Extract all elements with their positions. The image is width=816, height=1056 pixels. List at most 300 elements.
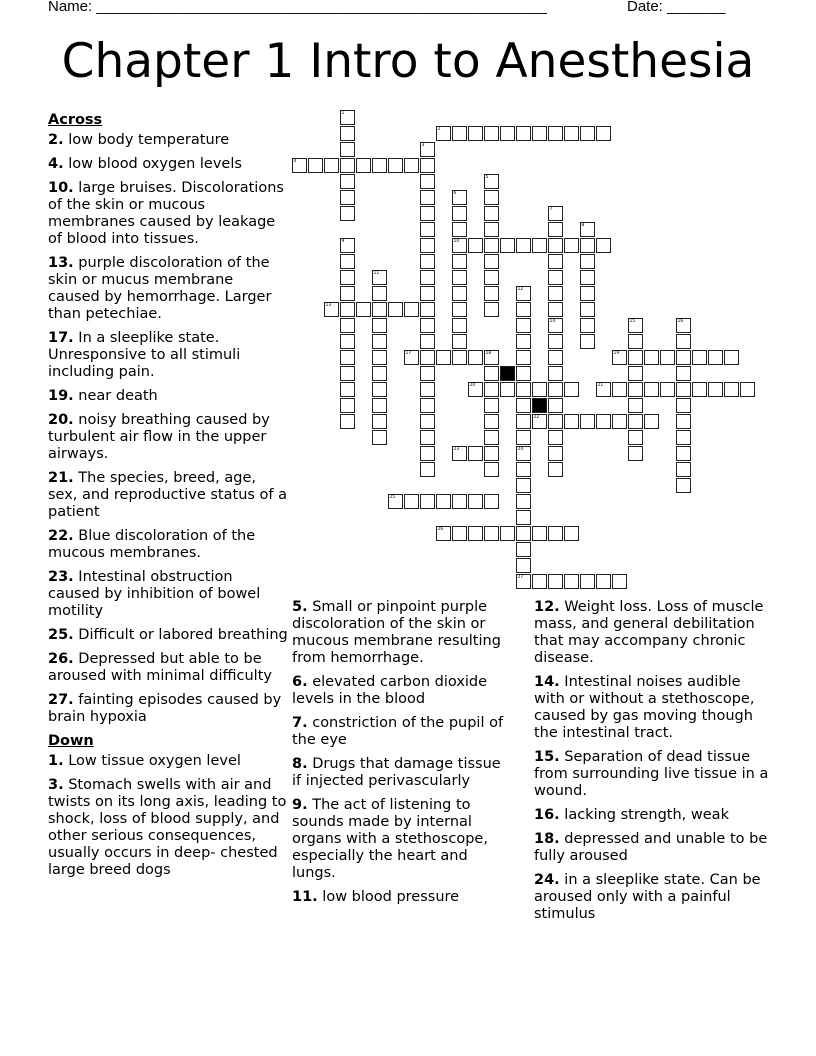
grid-cell[interactable]	[580, 318, 595, 333]
grid-cell[interactable]	[340, 366, 355, 381]
clue-item	[534, 872, 774, 923]
grid-cell[interactable]	[484, 190, 499, 205]
grid-number: 10	[453, 239, 460, 244]
clue-number: 8.	[292, 756, 308, 772]
grid-cell[interactable]	[452, 494, 467, 509]
grid-cell[interactable]	[644, 350, 659, 365]
clue-number: 7.	[292, 715, 308, 731]
clue-text: constriction of the pupil of the eye	[292, 715, 504, 748]
clue-item	[48, 132, 288, 149]
grid-cell[interactable]	[484, 446, 499, 461]
grid-cell[interactable]	[612, 414, 627, 429]
grid-cell[interactable]	[372, 318, 387, 333]
grid-number: 5	[485, 175, 489, 180]
grid-cell[interactable]	[372, 334, 387, 349]
grid-cell[interactable]	[532, 526, 547, 541]
grid-number: 23	[453, 447, 460, 452]
grid-cell[interactable]	[612, 382, 627, 397]
clue-text: low body temperature	[68, 132, 230, 148]
grid-cell[interactable]	[484, 494, 499, 509]
grid-cell[interactable]	[548, 430, 563, 445]
clue-number: 2.	[48, 132, 64, 148]
clue-text: near death	[78, 388, 158, 404]
grid-number: 22	[533, 415, 540, 420]
grid-cell[interactable]	[420, 382, 435, 397]
clue-text: Difficult or labored breathing	[78, 627, 288, 643]
clue-number: 9.	[292, 797, 308, 813]
grid-cell[interactable]	[372, 158, 387, 173]
grid-cell[interactable]	[516, 510, 531, 525]
grid-cell[interactable]	[724, 350, 739, 365]
grid-cell[interactable]	[340, 190, 355, 205]
grid-cell[interactable]	[708, 382, 723, 397]
grid-cell[interactable]	[676, 446, 691, 461]
grid-cell[interactable]	[676, 398, 691, 413]
grid-cell[interactable]	[372, 382, 387, 397]
grid-cell[interactable]	[420, 318, 435, 333]
grid-number: 8	[581, 223, 585, 228]
clue-text: In a sleeplike state. Unresponsive to all stimuli including pain.	[48, 330, 241, 380]
grid-number: 11	[373, 271, 380, 276]
grid-cell[interactable]	[484, 126, 499, 141]
grid-number: 24	[517, 447, 524, 452]
clue-item	[48, 156, 288, 173]
grid-number: 12	[517, 287, 524, 292]
grid-cell[interactable]	[484, 398, 499, 413]
clue-number: 4.	[48, 156, 64, 172]
clue-number: 5.	[292, 599, 308, 615]
clue-number: 6.	[292, 674, 308, 690]
grid-cell[interactable]	[452, 350, 467, 365]
grid-cell[interactable]	[420, 206, 435, 221]
grid-number: 25	[389, 495, 396, 500]
grid-number: 1	[341, 111, 345, 116]
grid-cell[interactable]	[340, 174, 355, 189]
clue-text: noisy breathing caused by turbulent air flow in the upper airways.	[48, 412, 270, 462]
grid-cell[interactable]	[516, 558, 531, 573]
clue-item	[48, 412, 288, 463]
clue-number: 20.	[48, 412, 74, 428]
clues-column-2	[292, 599, 514, 913]
clue-text: Stomach swells with air and twists on its long axis, leading to shock, loss of blood supply, and other serious consequences, usually occurs in deep- chested large breed dogs	[48, 777, 287, 878]
grid-cell[interactable]	[500, 526, 515, 541]
clue-text: Separation of dead tissue from surrounding live tissue in a wound.	[534, 749, 769, 799]
clue-text: in a sleeplike state. Can be aroused only with a painful stimulus	[534, 872, 761, 922]
grid-cell[interactable]	[516, 334, 531, 349]
grid-cell[interactable]	[452, 526, 467, 541]
clue-item	[292, 797, 514, 882]
grid-cell[interactable]	[404, 494, 419, 509]
clue-item	[534, 831, 774, 865]
grid-number: 2	[437, 127, 441, 132]
grid-cell[interactable]	[340, 334, 355, 349]
grid-cell[interactable]	[516, 430, 531, 445]
grid-cell[interactable]	[484, 526, 499, 541]
clue-item	[48, 470, 288, 521]
grid-cell[interactable]	[388, 158, 403, 173]
grid-cell[interactable]	[564, 382, 579, 397]
grid-cell[interactable]	[628, 334, 643, 349]
grid-cell[interactable]	[484, 462, 499, 477]
grid-cell[interactable]	[484, 430, 499, 445]
grid-cell[interactable]	[372, 286, 387, 301]
clue-text: Low tissue oxygen level	[68, 753, 241, 769]
grid-cell[interactable]	[580, 414, 595, 429]
grid-cell[interactable]	[484, 222, 499, 237]
grid-cell[interactable]	[436, 350, 451, 365]
grid-cell[interactable]	[548, 302, 563, 317]
grid-cell[interactable]	[420, 430, 435, 445]
grid-cell[interactable]	[628, 366, 643, 381]
grid-cell[interactable]	[580, 286, 595, 301]
clue-number: 25.	[48, 627, 74, 643]
grid-cell[interactable]	[644, 382, 659, 397]
grid-cell[interactable]	[340, 398, 355, 413]
grid-cell[interactable]	[516, 126, 531, 141]
grid-cell[interactable]	[340, 382, 355, 397]
grid-cell[interactable]	[532, 238, 547, 253]
grid-cell[interactable]	[340, 254, 355, 269]
grid-cell[interactable]	[676, 430, 691, 445]
grid-cell[interactable]	[372, 414, 387, 429]
grid-cell[interactable]	[420, 302, 435, 317]
grid-cell[interactable]	[436, 494, 451, 509]
clue-number: 10.	[48, 180, 74, 196]
name-field: Name: ______________________________________________________	[48, 0, 547, 15]
grid-cell[interactable]	[420, 158, 435, 173]
grid-number: 16	[677, 319, 684, 324]
clue-number: 18.	[534, 831, 560, 847]
clue-text: low blood pressure	[322, 889, 460, 905]
grid-cell[interactable]	[452, 254, 467, 269]
grid-cell[interactable]	[340, 126, 355, 141]
grid-cell[interactable]	[372, 430, 387, 445]
grid-cell[interactable]	[580, 302, 595, 317]
grid-cell[interactable]	[452, 270, 467, 285]
grid-cell[interactable]	[372, 350, 387, 365]
grid-cell[interactable]	[580, 254, 595, 269]
clue-number: 11.	[292, 889, 318, 905]
clue-item	[48, 692, 288, 726]
grid-cell[interactable]	[548, 238, 563, 253]
grid-number: 18	[485, 351, 492, 356]
grid-number: 17	[405, 351, 412, 356]
grid-number: 26	[437, 527, 444, 532]
clue-text: purple discoloration of the skin or mucus membrane caused by hemorrhage. Larger than petechiae.	[48, 255, 272, 322]
grid-cell[interactable]	[516, 462, 531, 477]
grid-cell[interactable]	[484, 238, 499, 253]
grid-cell[interactable]	[388, 302, 403, 317]
grid-cell[interactable]	[676, 334, 691, 349]
grid-cell[interactable]	[580, 270, 595, 285]
grid-cell[interactable]	[516, 382, 531, 397]
grid-block	[532, 398, 547, 413]
clue-number: 17.	[48, 330, 74, 346]
clue-item	[292, 599, 514, 667]
clue-number: 1.	[48, 753, 64, 769]
clue-number: 3.	[48, 777, 64, 793]
grid-cell[interactable]	[500, 126, 515, 141]
grid-cell[interactable]	[724, 382, 739, 397]
grid-number: 27	[517, 575, 524, 580]
grid-cell[interactable]	[452, 302, 467, 317]
grid-cell[interactable]	[340, 286, 355, 301]
clue-item	[48, 255, 288, 323]
grid-cell[interactable]	[580, 126, 595, 141]
grid-cell[interactable]	[452, 222, 467, 237]
grid-cell[interactable]	[548, 414, 563, 429]
grid-cell[interactable]	[484, 254, 499, 269]
grid-cell[interactable]	[628, 350, 643, 365]
clue-text: depressed and unable to be fully aroused	[534, 831, 768, 864]
clue-text: large bruises. Discolorations of the skin or mucous membranes caused by leakage of blood into tissues.	[48, 180, 284, 247]
grid-cell[interactable]	[340, 142, 355, 157]
grid-cell[interactable]	[548, 366, 563, 381]
grid-cell[interactable]	[420, 190, 435, 205]
clue-text: Weight loss. Loss of muscle mass, and general debilitation that may accompany chronic disease.	[534, 599, 764, 666]
grid-cell[interactable]	[356, 302, 371, 317]
grid-cell[interactable]	[548, 462, 563, 477]
grid-block	[500, 366, 515, 381]
grid-cell[interactable]	[628, 430, 643, 445]
grid-cell[interactable]	[484, 286, 499, 301]
grid-cell[interactable]	[516, 526, 531, 541]
grid-cell[interactable]	[660, 382, 675, 397]
grid-cell[interactable]	[452, 126, 467, 141]
grid-cell[interactable]	[516, 238, 531, 253]
grid-cell[interactable]	[500, 238, 515, 253]
clue-number: 27.	[48, 692, 74, 708]
grid-cell[interactable]	[580, 238, 595, 253]
grid-cell[interactable]	[324, 158, 339, 173]
grid-cell[interactable]	[452, 286, 467, 301]
down-heading: Down	[48, 733, 94, 749]
clue-item	[48, 627, 288, 644]
grid-cell[interactable]	[340, 270, 355, 285]
grid-cell[interactable]	[452, 318, 467, 333]
grid-cell[interactable]	[420, 286, 435, 301]
grid-cell[interactable]	[548, 398, 563, 413]
grid-cell[interactable]	[372, 366, 387, 381]
grid-cell[interactable]	[420, 334, 435, 349]
grid-cell[interactable]	[452, 334, 467, 349]
grid-number: 13	[325, 303, 332, 308]
grid-cell[interactable]	[516, 414, 531, 429]
grid-cell[interactable]	[516, 318, 531, 333]
clue-item	[48, 777, 288, 879]
grid-cell[interactable]	[580, 334, 595, 349]
grid-cell[interactable]	[548, 350, 563, 365]
grid-cell[interactable]	[420, 462, 435, 477]
grid-number: 9	[341, 239, 345, 244]
clues-column-3	[534, 599, 774, 930]
grid-number: 20	[469, 383, 476, 388]
clue-number: 15.	[534, 749, 560, 765]
grid-cell[interactable]	[676, 382, 691, 397]
clue-item	[292, 715, 514, 749]
grid-cell[interactable]	[580, 574, 595, 589]
grid-cell[interactable]	[644, 414, 659, 429]
clue-number: 13.	[48, 255, 74, 271]
grid-cell[interactable]	[516, 494, 531, 509]
grid-cell[interactable]	[516, 302, 531, 317]
clue-item	[292, 674, 514, 708]
grid-cell[interactable]	[548, 286, 563, 301]
across-heading: Across	[48, 112, 103, 128]
grid-cell[interactable]	[468, 350, 483, 365]
grid-number: 19	[613, 351, 620, 356]
clue-item	[534, 674, 774, 742]
grid-cell[interactable]	[516, 350, 531, 365]
clue-number: 23.	[48, 569, 74, 585]
grid-cell[interactable]	[708, 350, 723, 365]
grid-cell[interactable]	[628, 446, 643, 461]
grid-cell[interactable]	[468, 526, 483, 541]
grid-cell[interactable]	[420, 398, 435, 413]
clue-number: 16.	[534, 807, 560, 823]
clue-item	[48, 180, 288, 248]
grid-cell[interactable]	[532, 382, 547, 397]
grid-cell[interactable]	[484, 302, 499, 317]
grid-number: 6	[453, 191, 457, 196]
grid-cell[interactable]	[420, 174, 435, 189]
grid-cell[interactable]	[548, 270, 563, 285]
grid-cell[interactable]	[420, 238, 435, 253]
grid-cell[interactable]	[596, 574, 611, 589]
grid-cell[interactable]	[420, 270, 435, 285]
page-title: Chapter 1 Intro to Anesthesia	[61, 34, 755, 89]
grid-cell[interactable]	[596, 414, 611, 429]
grid-cell[interactable]	[676, 462, 691, 477]
grid-cell[interactable]	[676, 366, 691, 381]
clue-item	[48, 569, 288, 620]
clue-number: 26.	[48, 651, 74, 667]
grid-cell[interactable]	[468, 494, 483, 509]
grid-cell[interactable]	[516, 478, 531, 493]
grid-cell[interactable]	[484, 382, 499, 397]
grid-cell[interactable]	[516, 366, 531, 381]
clue-text: The act of listening to sounds made by internal organs with a stethoscope, especially the heart and lungs.	[292, 797, 488, 881]
clue-item	[292, 756, 514, 790]
grid-cell[interactable]	[532, 574, 547, 589]
clue-text: Small or pinpoint purple discoloration of the skin or mucous membrane resulting from hemorrhage.	[292, 599, 501, 666]
grid-cell[interactable]	[660, 350, 675, 365]
grid-cell[interactable]	[548, 574, 563, 589]
grid-cell[interactable]	[420, 366, 435, 381]
grid-cell[interactable]	[548, 254, 563, 269]
grid-cell[interactable]	[676, 350, 691, 365]
grid-cell[interactable]	[372, 398, 387, 413]
grid-cell[interactable]	[468, 446, 483, 461]
grid-cell[interactable]	[676, 414, 691, 429]
clue-item	[48, 330, 288, 381]
grid-cell[interactable]	[628, 398, 643, 413]
grid-cell[interactable]	[484, 366, 499, 381]
clues-column-1	[48, 112, 288, 886]
grid-cell[interactable]	[548, 446, 563, 461]
grid-number: 7	[549, 207, 553, 212]
grid-cell[interactable]	[612, 574, 627, 589]
clue-number: 19.	[48, 388, 74, 404]
clue-item	[48, 528, 288, 562]
grid-cell[interactable]	[564, 526, 579, 541]
clue-text: The species, breed, age, sex, and reproductive status of a patient	[48, 470, 288, 520]
grid-cell[interactable]	[452, 206, 467, 221]
grid-cell[interactable]	[420, 350, 435, 365]
clue-text: Drugs that damage tissue if injected perivascularly	[292, 756, 501, 789]
grid-cell[interactable]	[404, 158, 419, 173]
grid-cell[interactable]	[500, 382, 515, 397]
grid-cell[interactable]	[564, 238, 579, 253]
grid-cell[interactable]	[340, 350, 355, 365]
clue-item	[534, 599, 774, 667]
grid-cell[interactable]	[420, 446, 435, 461]
grid-cell[interactable]	[484, 270, 499, 285]
grid-cell[interactable]	[420, 222, 435, 237]
grid-cell[interactable]	[468, 126, 483, 141]
clue-number: 12.	[534, 599, 560, 615]
clue-number: 24.	[534, 872, 560, 888]
grid-cell[interactable]	[628, 414, 643, 429]
grid-cell[interactable]	[628, 382, 643, 397]
grid-cell[interactable]	[404, 302, 419, 317]
clue-text: Intestinal noises audible with or without a stethoscope, caused by gas moving though the intestinal tract.	[534, 674, 755, 741]
grid-cell[interactable]	[532, 126, 547, 141]
grid-cell[interactable]	[340, 414, 355, 429]
grid-cell[interactable]	[692, 382, 707, 397]
grid-cell[interactable]	[420, 254, 435, 269]
clue-item	[48, 651, 288, 685]
grid-cell[interactable]	[516, 542, 531, 557]
grid-cell[interactable]	[484, 414, 499, 429]
grid-cell[interactable]	[308, 158, 323, 173]
grid-cell[interactable]	[372, 302, 387, 317]
grid-cell[interactable]	[420, 494, 435, 509]
grid-cell[interactable]	[340, 206, 355, 221]
grid-number: 4	[293, 159, 297, 164]
clue-item	[534, 807, 774, 824]
grid-cell[interactable]	[548, 334, 563, 349]
grid-cell[interactable]	[564, 126, 579, 141]
clue-text: low blood oxygen levels	[68, 156, 242, 172]
clue-item	[292, 889, 514, 906]
grid-cell[interactable]	[676, 478, 691, 493]
grid-cell[interactable]	[740, 382, 755, 397]
grid-cell[interactable]	[548, 382, 563, 397]
grid-cell[interactable]	[692, 350, 707, 365]
grid-cell[interactable]	[548, 526, 563, 541]
grid-cell[interactable]	[468, 238, 483, 253]
clue-text: elevated carbon dioxide levels in the blood	[292, 674, 488, 707]
grid-cell[interactable]	[548, 222, 563, 237]
grid-cell[interactable]	[420, 414, 435, 429]
grid-cell[interactable]	[596, 238, 611, 253]
grid-cell[interactable]	[516, 398, 531, 413]
grid-cell[interactable]	[564, 574, 579, 589]
grid-cell[interactable]	[340, 318, 355, 333]
clue-text: fainting episodes caused by brain hypoxia	[48, 692, 282, 725]
grid-cell[interactable]	[564, 414, 579, 429]
clue-item	[534, 749, 774, 800]
grid-cell[interactable]	[356, 158, 371, 173]
grid-cell[interactable]	[484, 206, 499, 221]
grid-number: 14	[549, 319, 556, 324]
grid-cell[interactable]	[596, 126, 611, 141]
grid-cell[interactable]	[340, 158, 355, 173]
grid-cell[interactable]	[340, 302, 355, 317]
clue-text: lacking strength, weak	[564, 807, 729, 823]
grid-cell[interactable]	[548, 126, 563, 141]
